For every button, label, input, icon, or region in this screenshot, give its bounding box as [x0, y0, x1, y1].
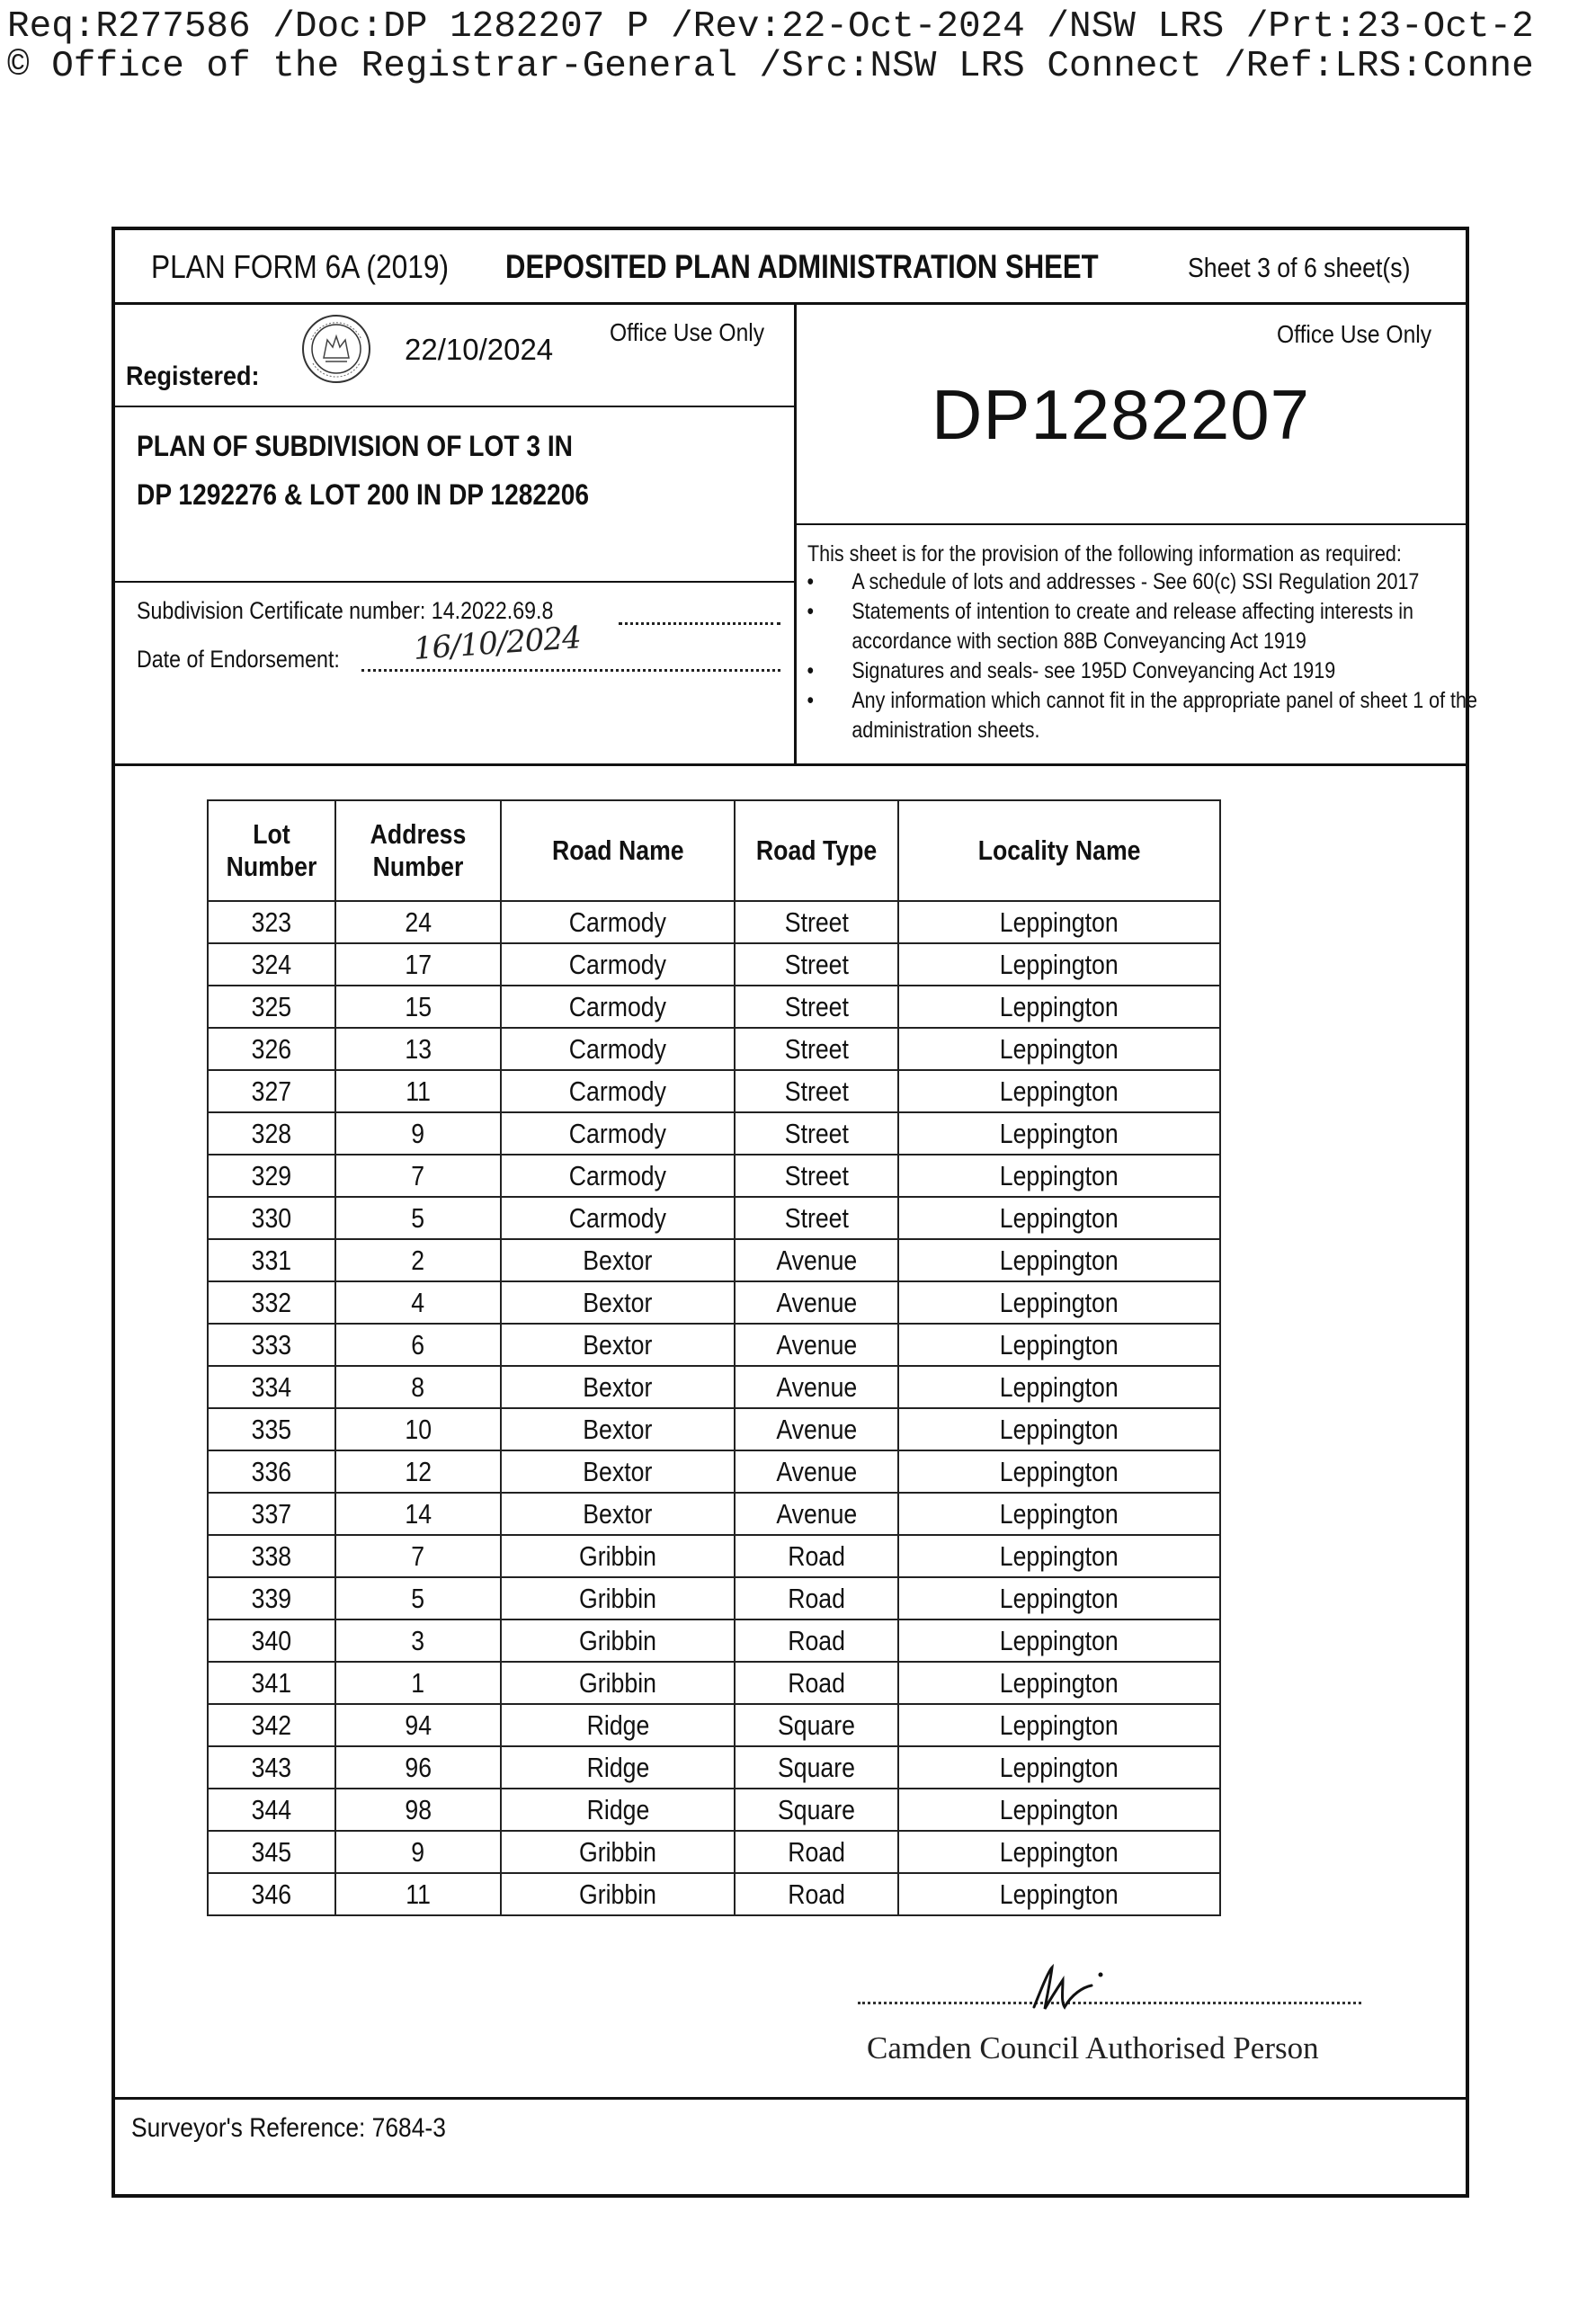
handwritten-signature-icon [1029, 1962, 1110, 2016]
panel-divider [115, 763, 1466, 766]
table-cell: Street [735, 1028, 898, 1070]
surveyor-reference: Surveyor's Reference: 7684-3 [131, 2113, 446, 2143]
table-cell: Street [735, 1112, 898, 1155]
table-cell: Leppington [898, 1197, 1220, 1239]
table-cell: 341 [208, 1662, 335, 1704]
table-cell: 328 [208, 1112, 335, 1155]
table-row [208, 1028, 1220, 1070]
dotted-line [619, 622, 780, 625]
print-header-line-2: © Office of the Registrar-General /Src:NSW LRS Connect /Ref:LRS:Conne [7, 46, 1534, 87]
registration-date: 22/10/2024 [405, 333, 554, 366]
table-row [208, 1408, 1220, 1450]
table-cell: 4 [335, 1281, 501, 1324]
table-cell: Leppington [898, 901, 1220, 943]
panel-divider [115, 2097, 1466, 2100]
table-cell: Avenue [735, 1281, 898, 1324]
table-cell: Leppington [898, 1493, 1220, 1535]
table-cell: Street [735, 901, 898, 943]
table-cell: Carmody [501, 1197, 735, 1239]
table-header-row [208, 800, 1220, 901]
table-cell: Road [735, 1535, 898, 1577]
table-cell: 5 [335, 1577, 501, 1619]
table-cell: Leppington [898, 986, 1220, 1028]
table-row [208, 1450, 1220, 1493]
plan-title-line-1: PLAN OF SUBDIVISION OF LOT 3 IN [137, 430, 574, 462]
column-header: Address Number [335, 800, 501, 901]
table-cell: 344 [208, 1789, 335, 1831]
table-row [208, 1746, 1220, 1789]
table-cell: 327 [208, 1070, 335, 1112]
table-row [208, 1831, 1220, 1873]
table-cell: Bextor [501, 1324, 735, 1366]
endorsement-date-handwritten: 16/10/2024 [412, 620, 582, 667]
table-cell: 326 [208, 1028, 335, 1070]
table-cell: 11 [335, 1873, 501, 1915]
table-cell: Street [735, 1197, 898, 1239]
table-cell: 343 [208, 1746, 335, 1789]
table-cell: Street [735, 1155, 898, 1197]
column-header: Locality Name [898, 800, 1220, 901]
table-cell: Leppington [898, 1408, 1220, 1450]
table-cell: Leppington [898, 1535, 1220, 1577]
table-cell: Leppington [898, 1619, 1220, 1662]
table-cell: Bextor [501, 1366, 735, 1408]
dotted-line [361, 669, 780, 672]
table-cell: Leppington [898, 1450, 1220, 1493]
table-cell: 330 [208, 1197, 335, 1239]
table-cell: Leppington [898, 1789, 1220, 1831]
column-header: Road Name [501, 800, 735, 901]
table-cell: 323 [208, 901, 335, 943]
plan-number: DP1282207 [932, 375, 1311, 454]
table-cell: Leppington [898, 1281, 1220, 1324]
table-cell: 337 [208, 1493, 335, 1535]
office-use-label: Office Use Only [610, 318, 765, 346]
table-row [208, 1155, 1220, 1197]
form-title-bar [115, 230, 1466, 305]
table-cell: 339 [208, 1577, 335, 1619]
panel-divider-vertical [794, 302, 797, 763]
table-row [208, 1789, 1220, 1831]
table-cell: 17 [335, 943, 501, 986]
table-cell: Bextor [501, 1281, 735, 1324]
form-name: PLAN FORM 6A (2019) [151, 248, 450, 285]
lot-address-schedule-table [207, 799, 1221, 1916]
table-cell: Bextor [501, 1493, 735, 1535]
table-cell: Bextor [501, 1450, 735, 1493]
table-cell: Street [735, 986, 898, 1028]
table-cell: 98 [335, 1789, 501, 1831]
table-row [208, 1366, 1220, 1408]
table-cell: 332 [208, 1281, 335, 1324]
table-cell: Leppington [898, 1028, 1220, 1070]
list-item: • Signatures and seals- see 195D Conveyancing Act 1919 [807, 658, 1336, 683]
registrar-general-seal-icon [300, 313, 372, 385]
table-cell: 15 [335, 986, 501, 1028]
table-cell: Ridge [501, 1704, 735, 1746]
table-cell: Road [735, 1873, 898, 1915]
table-cell: Leppington [898, 1324, 1220, 1366]
table-cell: Avenue [735, 1366, 898, 1408]
table-row [208, 1873, 1220, 1915]
info-bullet-list [804, 567, 1477, 745]
table-cell: Carmody [501, 1070, 735, 1112]
table-cell: 340 [208, 1619, 335, 1662]
table-cell: Leppington [898, 1662, 1220, 1704]
table-cell: 2 [335, 1239, 501, 1281]
endorsement-label: Date of Endorsement: [137, 646, 340, 673]
table-cell: Leppington [898, 1831, 1220, 1873]
table-cell: Leppington [898, 1239, 1220, 1281]
table-cell: Carmody [501, 1155, 735, 1197]
table-row [208, 1619, 1220, 1662]
office-use-label-right: Office Use Only [1277, 320, 1432, 348]
table-cell: Gribbin [501, 1662, 735, 1704]
table-cell: 24 [335, 901, 501, 943]
table-cell: Road [735, 1831, 898, 1873]
table-cell: Avenue [735, 1239, 898, 1281]
table-cell: Bextor [501, 1408, 735, 1450]
table-cell: Leppington [898, 1746, 1220, 1789]
table-cell: 3 [335, 1619, 501, 1662]
list-item: • Statements of intention to create and release affecting interests in accordance with section 88B Conveyancing Act 1919 [807, 599, 1414, 654]
table-cell: Ridge [501, 1746, 735, 1789]
panel-divider [115, 406, 794, 407]
table-cell: 7 [335, 1155, 501, 1197]
panel-divider [797, 523, 1466, 525]
table-cell: 7 [335, 1535, 501, 1577]
table-cell: 329 [208, 1155, 335, 1197]
table-cell: Avenue [735, 1493, 898, 1535]
table-cell: Road [735, 1619, 898, 1662]
table-cell: Leppington [898, 1873, 1220, 1915]
table-row [208, 1239, 1220, 1281]
table-cell: Street [735, 1070, 898, 1112]
panel-divider [115, 581, 794, 583]
table-cell: Avenue [735, 1408, 898, 1450]
table-row [208, 1070, 1220, 1112]
table-cell: Leppington [898, 1070, 1220, 1112]
table-cell: Square [735, 1789, 898, 1831]
table-cell: 14 [335, 1493, 501, 1535]
signature-line [858, 2002, 1361, 2004]
table-cell: 338 [208, 1535, 335, 1577]
table-cell: Avenue [735, 1450, 898, 1493]
table-cell: Road [735, 1577, 898, 1619]
info-heading: This sheet is for the provision of the following information as required: [807, 541, 1402, 567]
table-row [208, 901, 1220, 943]
signature-caption: Camden Council Authorised Person [867, 2030, 1319, 2066]
table-cell: 324 [208, 943, 335, 986]
table-cell: Leppington [898, 1366, 1220, 1408]
list-item: • Any information which cannot fit in the appropriate panel of sheet 1 of the administration sheets. [807, 688, 1477, 743]
table-cell: 334 [208, 1366, 335, 1408]
table-cell: 6 [335, 1324, 501, 1366]
table-row [208, 1281, 1220, 1324]
table-row [208, 1535, 1220, 1577]
table-cell: 1 [335, 1662, 501, 1704]
table-row [208, 1704, 1220, 1746]
form-title: DEPOSITED PLAN ADMINISTRATION SHEET [505, 248, 1099, 285]
table-cell: Road [735, 1662, 898, 1704]
table-cell: Gribbin [501, 1577, 735, 1619]
table-row [208, 1662, 1220, 1704]
table-row [208, 1324, 1220, 1366]
table-cell: Gribbin [501, 1535, 735, 1577]
plan-title-line-2: DP 1292276 & LOT 200 IN DP 1282206 [137, 478, 590, 511]
table-cell: 336 [208, 1450, 335, 1493]
table-row [208, 1577, 1220, 1619]
subdivision-certificate: Subdivision Certificate number: 14.2022.69.8 [137, 597, 554, 624]
table-cell: Avenue [735, 1324, 898, 1366]
table-cell: Street [735, 943, 898, 986]
table-cell: 333 [208, 1324, 335, 1366]
table-cell: 9 [335, 1831, 501, 1873]
table-row [208, 1493, 1220, 1535]
column-header: Lot Number [208, 800, 335, 901]
table-cell: Leppington [898, 943, 1220, 986]
table-cell: 96 [335, 1746, 501, 1789]
table-cell: Square [735, 1704, 898, 1746]
table-cell: Carmody [501, 943, 735, 986]
table-cell: Gribbin [501, 1619, 735, 1662]
print-header-line-1: Req:R277586 /Doc:DP 1282207 P /Rev:22-Oct-2024 /NSW LRS /Prt:23-Oct-2 [7, 6, 1534, 48]
table-cell: 13 [335, 1028, 501, 1070]
table-cell: 346 [208, 1873, 335, 1915]
table-cell: 331 [208, 1239, 335, 1281]
table-cell: Leppington [898, 1155, 1220, 1197]
table-cell: Leppington [898, 1112, 1220, 1155]
table-cell: 325 [208, 986, 335, 1028]
table-cell: 5 [335, 1197, 501, 1239]
table-cell: 94 [335, 1704, 501, 1746]
list-item: • A schedule of lots and addresses - See 60(c) SSI Regulation 2017 [807, 569, 1420, 594]
registered-label: Registered: [126, 361, 260, 391]
table-row [208, 1112, 1220, 1155]
table-cell: Carmody [501, 1112, 735, 1155]
table-cell: Square [735, 1746, 898, 1789]
table-cell: Gribbin [501, 1873, 735, 1915]
table-cell: 335 [208, 1408, 335, 1450]
table-cell: Carmody [501, 901, 735, 943]
table-cell: Carmody [501, 1028, 735, 1070]
table-row [208, 943, 1220, 986]
table-cell: Carmody [501, 986, 735, 1028]
table-cell: 345 [208, 1831, 335, 1873]
column-header: Road Type [735, 800, 898, 901]
table-cell: 342 [208, 1704, 335, 1746]
table-cell: 8 [335, 1366, 501, 1408]
table-row [208, 986, 1220, 1028]
table-cell: 10 [335, 1408, 501, 1450]
sheet-number: Sheet 3 of 6 sheet(s) [1188, 252, 1411, 283]
table-cell: Gribbin [501, 1831, 735, 1873]
table-cell: Ridge [501, 1789, 735, 1831]
table-row [208, 1197, 1220, 1239]
table-cell: Bextor [501, 1239, 735, 1281]
table-cell: 11 [335, 1070, 501, 1112]
table-cell: Leppington [898, 1704, 1220, 1746]
table-cell: Leppington [898, 1577, 1220, 1619]
table-cell: 9 [335, 1112, 501, 1155]
table-cell: 12 [335, 1450, 501, 1493]
